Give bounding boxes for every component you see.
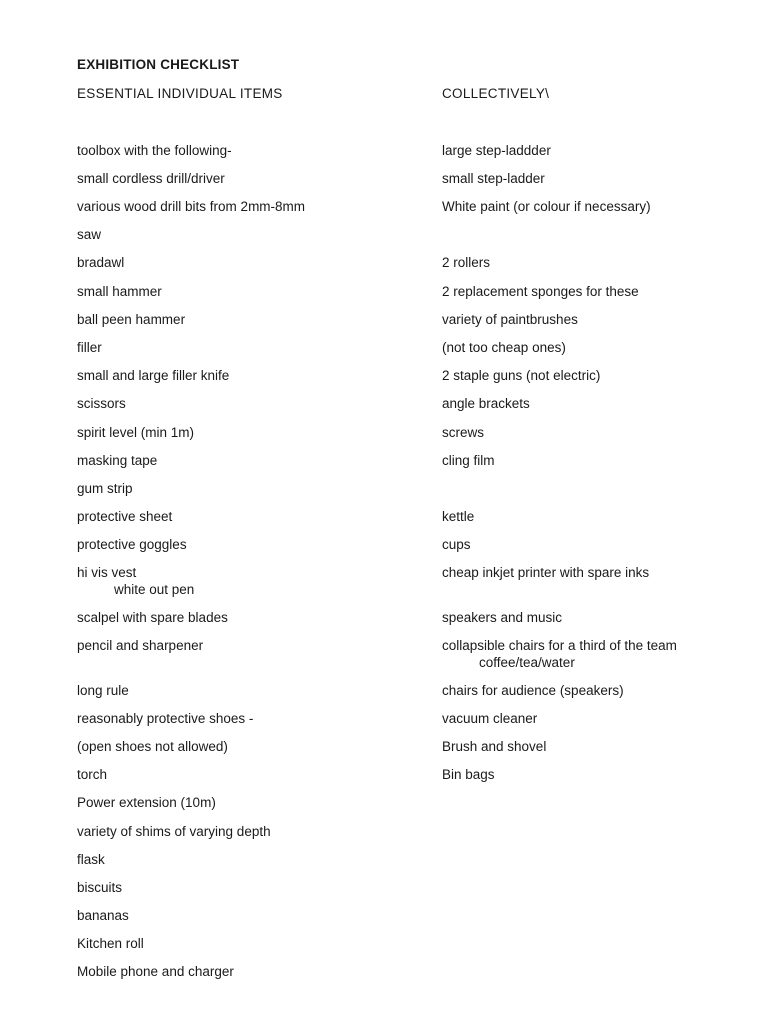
- list-item: hi vis vest: [77, 565, 137, 580]
- list-item: Brush and shovel: [442, 739, 547, 754]
- page-title: EXHIBITION CHECKLIST: [77, 57, 240, 72]
- list-item: White paint (or colour if necessary): [442, 199, 651, 214]
- list-subitem: coffee/tea/water: [479, 655, 575, 670]
- list-item: masking tape: [77, 453, 158, 468]
- list-item: (open shoes not allowed): [77, 739, 228, 754]
- list-item: Bin bags: [442, 767, 495, 782]
- list-item: variety of paintbrushes: [442, 312, 578, 327]
- list-item: collapsible chairs for a third of the team: [442, 638, 677, 653]
- list-item: reasonably protective shoes -: [77, 711, 254, 726]
- list-item: biscuits: [77, 880, 123, 895]
- list-item: various wood drill bits from 2mm-8mm: [77, 199, 306, 214]
- list-item: small step-ladder: [442, 171, 545, 186]
- list-item: small hammer: [77, 284, 162, 299]
- list-item: Kitchen roll: [77, 936, 144, 951]
- list-item: Power extension (10m): [77, 795, 216, 810]
- list-item: saw: [77, 227, 102, 242]
- list-item: flask: [77, 852, 105, 867]
- list-item: large step-laddder: [442, 143, 551, 158]
- list-item: gum strip: [77, 481, 133, 496]
- list-item: chairs for audience (speakers): [442, 683, 624, 698]
- list-item: cheap inkjet printer with spare inks: [442, 565, 650, 580]
- list-item: toolbox with the following-: [77, 143, 232, 158]
- list-item: bradawl: [77, 255, 125, 270]
- list-item: filler: [77, 340, 102, 355]
- list-item: 2 replacement sponges for these: [442, 284, 639, 299]
- list-item: small and large filler knife: [77, 368, 230, 383]
- list-item: torch: [77, 767, 108, 782]
- list-item: 2 rollers: [442, 255, 491, 270]
- list-item: kettle: [442, 509, 475, 524]
- list-item: pencil and sharpener: [77, 638, 204, 653]
- list-item: scissors: [77, 396, 126, 411]
- list-item: protective goggles: [77, 537, 187, 552]
- list-item: speakers and music: [442, 610, 563, 625]
- list-item: Mobile phone and charger: [77, 964, 234, 979]
- list-item: spirit level (min 1m): [77, 425, 195, 440]
- list-item: cling film: [442, 453, 495, 468]
- list-item: vacuum cleaner: [442, 711, 538, 726]
- list-item: angle brackets: [442, 396, 530, 411]
- list-item: 2 staple guns (not electric): [442, 368, 601, 383]
- list-item: bananas: [77, 908, 129, 923]
- list-item: scalpel with spare blades: [77, 610, 228, 625]
- list-item: variety of shims of varying depth: [77, 824, 271, 839]
- list-item: small cordless drill/driver: [77, 171, 225, 186]
- list-item: cups: [442, 537, 471, 552]
- list-subitem: white out pen: [114, 582, 195, 597]
- list-item: ball peen hammer: [77, 312, 186, 327]
- left-column-heading: ESSENTIAL INDIVIDUAL ITEMS: [77, 86, 283, 101]
- list-item: protective sheet: [77, 509, 173, 524]
- list-item: (not too cheap ones): [442, 340, 566, 355]
- list-item: screws: [442, 425, 485, 440]
- list-item: long rule: [77, 683, 129, 698]
- right-column-heading: COLLECTIVELY\: [442, 86, 550, 101]
